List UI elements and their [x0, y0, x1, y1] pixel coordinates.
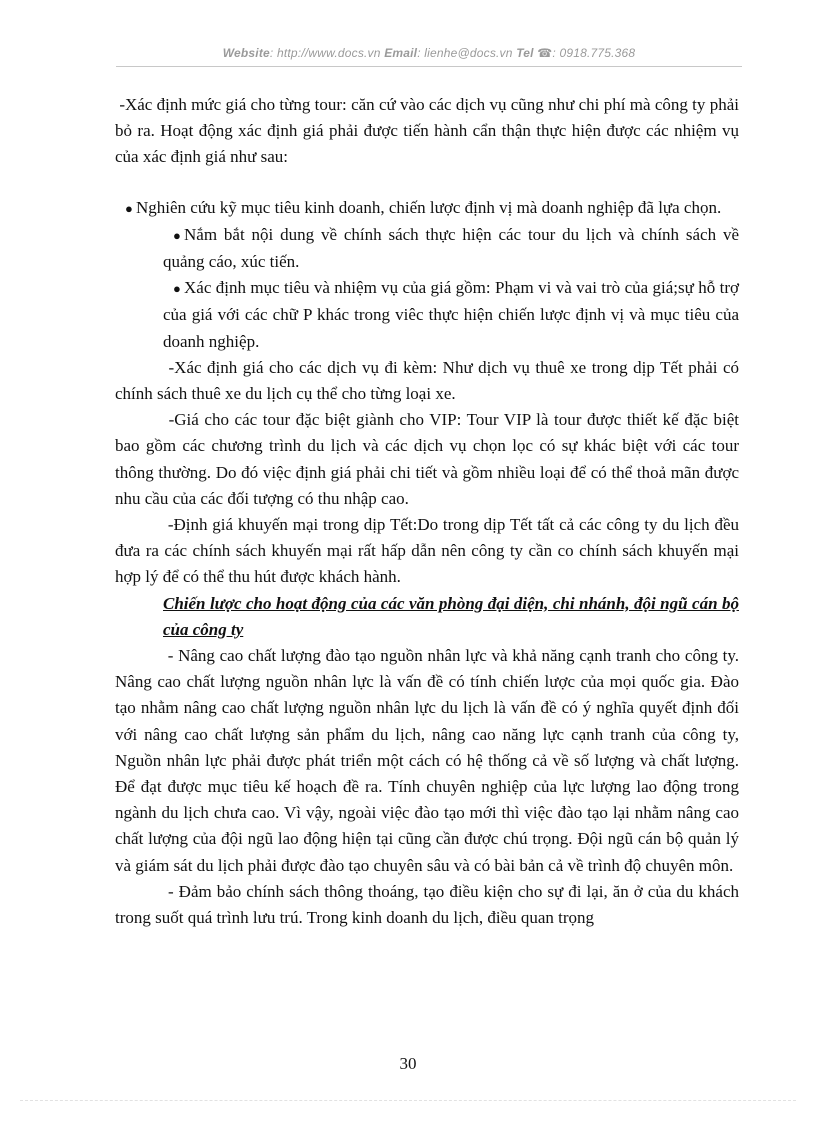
- page-number: 30: [399, 1054, 417, 1073]
- paragraph-rest: đặc biệt bao gồm các chương trình du lịch và các dịch vụ chọn lọc có sự khác biệt với các tour thông thường. Do đó việc định giá phải chi tiết và gồm nhiều loại để có thể thoả mãn được nhu cầu của các đối tượng có thu nhập cao.: [115, 410, 740, 508]
- email-label: Email: [384, 46, 418, 60]
- paragraph-first: -Xác định mức giá cho từng tour: căn cứ vào các dịch vụ cũng như chi phí: [119, 95, 626, 114]
- header-divider: [116, 66, 742, 67]
- bullet-icon: ●: [173, 281, 181, 297]
- bullet-text: Nắm bắt nội dung về chính sách thực hiện các tour du lịch và chính sách về quảng cáo, xúc tiến.: [163, 224, 739, 272]
- paragraph-first: - Nâng cao chất lượng đào tạo nguồn nhân lực và khả năng cạnh tranh cho: [167, 646, 681, 666]
- paragraph-rest: phải có chính sách thuê xe du lịch cụ thể cho từng loại xe.: [115, 357, 739, 404]
- bullet-icon: ●: [125, 200, 133, 216]
- spacer: [115, 171, 739, 195]
- paragraph-rest: du khách trong suốt quá trình lưu trú. Trong kinh doanh du lịch, điều quan trọng: [115, 881, 740, 928]
- paragraph-pricing-tour: [115, 92, 739, 171]
- bullet-text: Nghiên cứu kỹ mục tiêu kinh doanh, chiến lược định vị mà doanh nghiệp đã lựa chọn.: [136, 197, 722, 217]
- document-body: [115, 92, 739, 931]
- paragraph-first: -Xác định giá cho các dịch vụ đi kèm: Như dịch vụ thuê xe trong dịp Tết: [168, 357, 683, 377]
- bullet-item: [115, 275, 739, 355]
- phone-icon: ☎: [537, 46, 553, 60]
- page-bottom-divider: [20, 1100, 796, 1101]
- paragraph-rest: mà công ty phải bỏ ra. Hoạt động xác định giá phải được tiến hành cẩn thận thực hiện được các nhiệm vụ của xác định giá như sau:: [115, 95, 739, 167]
- paragraph-first: -Giá cho các tour đặc biệt giành cho VIP: Tour VIP là tour được thiết kế: [168, 410, 679, 430]
- bullet-item: [115, 195, 739, 222]
- paragraph-policy: [115, 879, 739, 931]
- paragraph-services: [115, 355, 739, 407]
- email-value: : lienhe@docs.vn: [417, 46, 513, 60]
- paragraph-first: - Đảm bảo chính sách thông thoáng, tạo điều kiện cho sự đi lại, ăn ở của: [168, 881, 672, 901]
- paragraph-first: -Định giá khuyến mại trong dịp Tết:Do trong dịp Tết tất cả các công ty du: [167, 515, 680, 535]
- tel-value: : 0918.775.368: [552, 46, 636, 60]
- paragraph-rest: lịch đều đưa ra các chính sách khuyến mại rất hấp dẫn nên công ty cần co chính sách khuyến mại hợp lý để có thể thu hút được khách hành.: [115, 515, 739, 587]
- bullet-item: [115, 222, 739, 275]
- tel-label: Tel: [516, 46, 534, 60]
- paragraph-vip: [115, 407, 739, 512]
- page-header: [116, 46, 742, 60]
- bullet-icon: ●: [173, 227, 181, 243]
- bullet-text: Xác định mục tiêu và nhiệm vụ của giá gồm: Phạm vi và vai trò của giá;sự hỗ trợ của giá với các chữ P khác trong viêc thực hiện chiến lược định vị và mục tiêu của doanh nghiệp.: [163, 278, 739, 351]
- paragraph-training: [115, 643, 739, 879]
- paragraph-rest: công ty. Nâng cao chất lượng nguồn nhân lực là vấn đề có tính chiến lược của mọi quốc gia. Đào tạo nhằm nâng cao chất lượng nguồn nhân lực du lịch là vấn đề có ý nghĩa quyết định đối với nâng cao chất lượng sản phẩm du lịch, nâng cao năng lực cạnh tranh của công ty, Nguồn nhân lực phải được phát triển một cách có hệ thống cả về số lượng và chất lượng. Để đạt được mục tiêu kế hoạch đề ra. Tính chuyên nghiệp của lực lượng lao động trong ngành du lịch chưa cao. Vì vậy, ngoài việc đào tạo mới thì việc đào tạo lại nhằm nâng cao chất lượng của đội ngũ lao động hiện tại cũng cần được chú trọng. Đội ngũ cán bộ quản lý và giám sát du lịch phải được đào tạo chuyên sâu và có bài bản cả về trình độ chuyên môn.: [115, 646, 740, 875]
- website-value: : http://www.docs.vn: [269, 46, 381, 60]
- paragraph-promotion: [115, 512, 739, 591]
- section-heading: Chiến lược cho hoạt động của các văn phòng đại diện, chi nhánh, đội ngũ cán bộ của công ty: [163, 593, 739, 639]
- website-label: Website: [222, 46, 270, 60]
